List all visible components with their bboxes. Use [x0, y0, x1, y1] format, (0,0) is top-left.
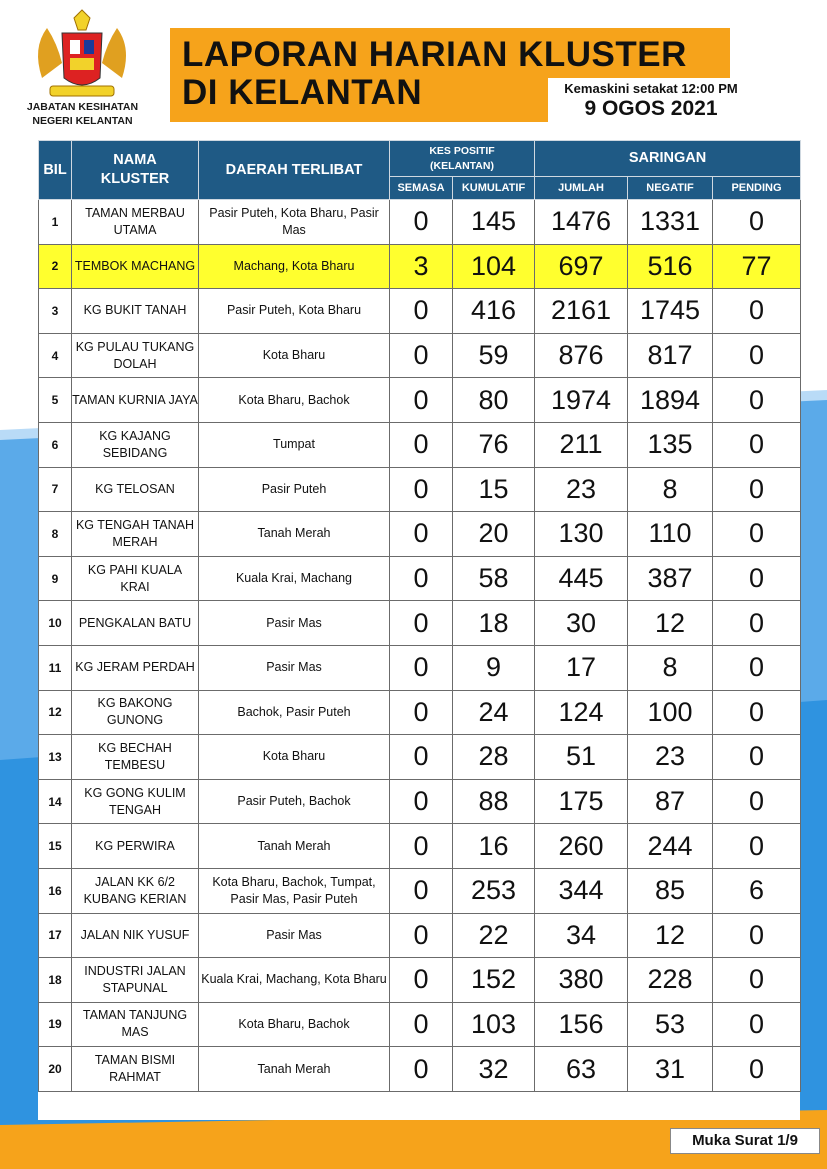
- cell-kumulatif: 20: [453, 512, 535, 557]
- cell-nama-kluster: KG JERAM PERDAH: [72, 645, 199, 690]
- cell-daerah: Pasir Puteh: [199, 467, 390, 512]
- coat-of-arms-logo: [22, 8, 142, 104]
- cell-nama-kluster: KG TENGAH TANAH MERAH: [72, 512, 199, 557]
- cell-daerah: Pasir Mas: [199, 913, 390, 958]
- header-negatif: NEGATIF: [628, 177, 713, 200]
- cell-bil: 7: [39, 467, 72, 512]
- cell-nama-kluster: INDUSTRI JALAN STAPUNAL: [72, 958, 199, 1003]
- cell-negatif: 87: [628, 779, 713, 824]
- department-name-line1: JABATAN KESIHATAN: [26, 101, 139, 113]
- cell-negatif: 516: [628, 244, 713, 289]
- cell-nama-kluster: KG KAJANG SEBIDANG: [72, 422, 199, 467]
- table-row: [39, 913, 801, 958]
- header-daerah: DAERAH TERLIBAT: [199, 141, 390, 200]
- cell-jumlah: 1974: [535, 378, 628, 423]
- table-row: [39, 244, 801, 289]
- cell-negatif: 110: [628, 512, 713, 557]
- cell-kumulatif: 9: [453, 645, 535, 690]
- cell-nama-kluster: TEMBOK MACHANG: [72, 244, 199, 289]
- table-row: [39, 467, 801, 512]
- cell-kumulatif: 59: [453, 333, 535, 378]
- cell-negatif: 135: [628, 422, 713, 467]
- cell-semasa: 0: [390, 289, 453, 334]
- cell-jumlah: 211: [535, 422, 628, 467]
- cell-semasa: 0: [390, 556, 453, 601]
- cell-bil: 20: [39, 1047, 72, 1092]
- cell-pending: 0: [713, 824, 801, 869]
- cell-nama-kluster: KG PERWIRA: [72, 824, 199, 869]
- cell-pending: 0: [713, 1002, 801, 1047]
- cell-negatif: 100: [628, 690, 713, 735]
- cluster-table-container: [38, 140, 800, 1120]
- cell-kumulatif: 24: [453, 690, 535, 735]
- cell-semasa: 0: [390, 690, 453, 735]
- cell-nama-kluster: KG TELOSAN: [72, 467, 199, 512]
- table-row: [39, 690, 801, 735]
- cell-negatif: 85: [628, 868, 713, 913]
- header-nama-kluster: [72, 141, 199, 200]
- header-nama-line2: KLUSTER: [100, 171, 170, 187]
- cell-semasa: 0: [390, 200, 453, 245]
- cell-semasa: 0: [390, 824, 453, 869]
- cell-jumlah: 63: [535, 1047, 628, 1092]
- table-row: [39, 512, 801, 557]
- cell-bil: 3: [39, 289, 72, 334]
- cell-nama-kluster: JALAN KK 6/2 KUBANG KERIAN: [72, 868, 199, 913]
- cell-jumlah: 51: [535, 735, 628, 780]
- cell-negatif: 8: [628, 645, 713, 690]
- cell-nama-kluster: KG BUKIT TANAH: [72, 289, 199, 334]
- cell-daerah: Pasir Puteh, Kota Bharu: [199, 289, 390, 334]
- cell-negatif: 31: [628, 1047, 713, 1092]
- cell-pending: 0: [713, 735, 801, 780]
- cell-jumlah: 156: [535, 1002, 628, 1047]
- cell-bil: 16: [39, 868, 72, 913]
- cell-pending: 0: [713, 913, 801, 958]
- table-row: [39, 601, 801, 646]
- cell-bil: 8: [39, 512, 72, 557]
- cell-semasa: 0: [390, 333, 453, 378]
- cluster-table: [38, 140, 801, 1092]
- cell-bil: 17: [39, 913, 72, 958]
- cell-daerah: Tanah Merah: [199, 824, 390, 869]
- cell-nama-kluster: PENGKALAN BATU: [72, 601, 199, 646]
- cell-semasa: 0: [390, 378, 453, 423]
- cell-bil: 5: [39, 378, 72, 423]
- table-row: [39, 824, 801, 869]
- cell-kumulatif: 103: [453, 1002, 535, 1047]
- cell-negatif: 12: [628, 601, 713, 646]
- cell-semasa: 0: [390, 735, 453, 780]
- page-number: Muka Surat 1/9: [670, 1128, 820, 1154]
- update-info-box: [548, 78, 754, 126]
- cell-bil: 2: [39, 244, 72, 289]
- cell-semasa: 0: [390, 779, 453, 824]
- cell-nama-kluster: KG BECHAH TEMBESU: [72, 735, 199, 780]
- cell-jumlah: 124: [535, 690, 628, 735]
- cell-kumulatif: 416: [453, 289, 535, 334]
- header-saringan: SARINGAN: [535, 141, 801, 177]
- cell-semasa: 0: [390, 467, 453, 512]
- cell-bil: 19: [39, 1002, 72, 1047]
- cell-negatif: 1745: [628, 289, 713, 334]
- cell-negatif: 1894: [628, 378, 713, 423]
- cell-pending: 0: [713, 645, 801, 690]
- cell-nama-kluster: KG PAHI KUALA KRAI: [72, 556, 199, 601]
- cell-daerah: Machang, Kota Bharu: [199, 244, 390, 289]
- cell-kumulatif: 16: [453, 824, 535, 869]
- cell-nama-kluster: KG BAKONG GUNONG: [72, 690, 199, 735]
- cell-jumlah: 23: [535, 467, 628, 512]
- cell-semasa: 0: [390, 1047, 453, 1092]
- update-label: Kemaskini setakat 12:00 PM: [564, 81, 738, 96]
- cell-pending: 0: [713, 422, 801, 467]
- cell-negatif: 12: [628, 913, 713, 958]
- cell-semasa: 0: [390, 601, 453, 646]
- cell-pending: 0: [713, 1047, 801, 1092]
- cell-kumulatif: 58: [453, 556, 535, 601]
- cell-bil: 4: [39, 333, 72, 378]
- update-date: 9 OGOS 2021: [584, 97, 718, 120]
- cell-daerah: Kota Bharu, Bachok: [199, 1002, 390, 1047]
- cell-pending: 0: [713, 512, 801, 557]
- cell-daerah: Kota Bharu, Bachok, Tumpat, Pasir Mas, Pasir Puteh: [199, 868, 390, 913]
- cell-pending: 0: [713, 779, 801, 824]
- cell-kumulatif: 15: [453, 467, 535, 512]
- cell-nama-kluster: KG GONG KULIM TENGAH: [72, 779, 199, 824]
- cell-jumlah: 30: [535, 601, 628, 646]
- cell-daerah: Kota Bharu: [199, 735, 390, 780]
- cell-semasa: 0: [390, 512, 453, 557]
- cell-negatif: 1331: [628, 200, 713, 245]
- cell-pending: 0: [713, 289, 801, 334]
- cell-daerah: Kota Bharu, Bachok: [199, 378, 390, 423]
- cell-jumlah: 2161: [535, 289, 628, 334]
- cell-pending: 77: [713, 244, 801, 289]
- header-kes-positif: [390, 141, 535, 177]
- cell-jumlah: 1476: [535, 200, 628, 245]
- table-row: [39, 958, 801, 1003]
- cell-kumulatif: 152: [453, 958, 535, 1003]
- cell-nama-kluster: KG PULAU TUKANG DOLAH: [72, 333, 199, 378]
- table-row: [39, 200, 801, 245]
- cell-nama-kluster: JALAN NIK YUSUF: [72, 913, 199, 958]
- table-row: [39, 556, 801, 601]
- cell-daerah: Pasir Puteh, Kota Bharu, Pasir Mas: [199, 200, 390, 245]
- table-row: [39, 333, 801, 378]
- header-kes-line1: KES POSITIF: [429, 144, 495, 157]
- cell-bil: 10: [39, 601, 72, 646]
- cell-jumlah: 260: [535, 824, 628, 869]
- cell-bil: 12: [39, 690, 72, 735]
- cell-kumulatif: 88: [453, 779, 535, 824]
- cell-nama-kluster: TAMAN MERBAU UTAMA: [72, 200, 199, 245]
- header-pending: PENDING: [713, 177, 801, 200]
- cell-jumlah: 34: [535, 913, 628, 958]
- cell-pending: 6: [713, 868, 801, 913]
- table-row: [39, 378, 801, 423]
- cell-semasa: 3: [390, 244, 453, 289]
- cell-daerah: Pasir Mas: [199, 601, 390, 646]
- cell-bil: 13: [39, 735, 72, 780]
- cell-pending: 0: [713, 601, 801, 646]
- table-row: [39, 422, 801, 467]
- table-row: [39, 735, 801, 780]
- table-row: [39, 1002, 801, 1047]
- cell-semasa: 0: [390, 958, 453, 1003]
- cell-kumulatif: 22: [453, 913, 535, 958]
- cell-negatif: 53: [628, 1002, 713, 1047]
- cell-pending: 0: [713, 200, 801, 245]
- cell-daerah: Tumpat: [199, 422, 390, 467]
- cell-daerah: Bachok, Pasir Puteh: [199, 690, 390, 735]
- cell-semasa: 0: [390, 913, 453, 958]
- table-row: [39, 1047, 801, 1092]
- table-row: [39, 779, 801, 824]
- table-row: [39, 645, 801, 690]
- cell-semasa: 0: [390, 422, 453, 467]
- table-row: [39, 868, 801, 913]
- cell-daerah: Kuala Krai, Machang: [199, 556, 390, 601]
- cell-pending: 0: [713, 467, 801, 512]
- header-kumulatif: KUMULATIF: [453, 177, 535, 200]
- cell-daerah: Pasir Mas: [199, 645, 390, 690]
- cell-kumulatif: 80: [453, 378, 535, 423]
- header-kes-line2: (KELANTAN): [430, 159, 494, 172]
- cell-bil: 9: [39, 556, 72, 601]
- cell-jumlah: 344: [535, 868, 628, 913]
- page-title-line1: LAPORAN HARIAN KLUSTER: [182, 35, 687, 74]
- cell-semasa: 0: [390, 1002, 453, 1047]
- cell-jumlah: 130: [535, 512, 628, 557]
- cell-kumulatif: 28: [453, 735, 535, 780]
- cell-jumlah: 876: [535, 333, 628, 378]
- cell-bil: 18: [39, 958, 72, 1003]
- header-bil: BIL: [39, 141, 72, 200]
- cell-negatif: 387: [628, 556, 713, 601]
- header-nama-line1: NAMA: [113, 152, 157, 168]
- cell-daerah: Kuala Krai, Machang, Kota Bharu: [199, 958, 390, 1003]
- cell-jumlah: 380: [535, 958, 628, 1003]
- cell-bil: 14: [39, 779, 72, 824]
- cell-pending: 0: [713, 958, 801, 1003]
- cell-jumlah: 697: [535, 244, 628, 289]
- cell-nama-kluster: TAMAN TANJUNG MAS: [72, 1002, 199, 1047]
- cell-kumulatif: 32: [453, 1047, 535, 1092]
- cell-kumulatif: 104: [453, 244, 535, 289]
- cell-daerah: Kota Bharu: [199, 333, 390, 378]
- cell-negatif: 228: [628, 958, 713, 1003]
- cell-kumulatif: 145: [453, 200, 535, 245]
- cell-bil: 6: [39, 422, 72, 467]
- cell-kumulatif: 76: [453, 422, 535, 467]
- cell-negatif: 244: [628, 824, 713, 869]
- cell-jumlah: 17: [535, 645, 628, 690]
- header-semasa: SEMASA: [390, 177, 453, 200]
- cell-nama-kluster: TAMAN KURNIA JAYA: [72, 378, 199, 423]
- cell-semasa: 0: [390, 868, 453, 913]
- table-row: [39, 289, 801, 334]
- cell-daerah: Pasir Puteh, Bachok: [199, 779, 390, 824]
- cell-pending: 0: [713, 378, 801, 423]
- cell-nama-kluster: TAMAN BISMI RAHMAT: [72, 1047, 199, 1092]
- header-jumlah: JUMLAH: [535, 177, 628, 200]
- cell-negatif: 817: [628, 333, 713, 378]
- cell-pending: 0: [713, 333, 801, 378]
- cell-daerah: Tanah Merah: [199, 1047, 390, 1092]
- cell-bil: 15: [39, 824, 72, 869]
- cell-kumulatif: 253: [453, 868, 535, 913]
- cell-negatif: 8: [628, 467, 713, 512]
- cell-pending: 0: [713, 690, 801, 735]
- cell-jumlah: 445: [535, 556, 628, 601]
- cluster-table-body: [39, 200, 801, 1092]
- cell-semasa: 0: [390, 645, 453, 690]
- cell-bil: 11: [39, 645, 72, 690]
- cell-kumulatif: 18: [453, 601, 535, 646]
- cell-pending: 0: [713, 556, 801, 601]
- department-name: [10, 100, 155, 128]
- cell-jumlah: 175: [535, 779, 628, 824]
- cell-negatif: 23: [628, 735, 713, 780]
- cell-daerah: Tanah Merah: [199, 512, 390, 557]
- department-name-line2: NEGERI KELANTAN: [32, 115, 133, 127]
- page-title-line2: DI KELANTAN: [182, 73, 423, 112]
- cell-bil: 1: [39, 200, 72, 245]
